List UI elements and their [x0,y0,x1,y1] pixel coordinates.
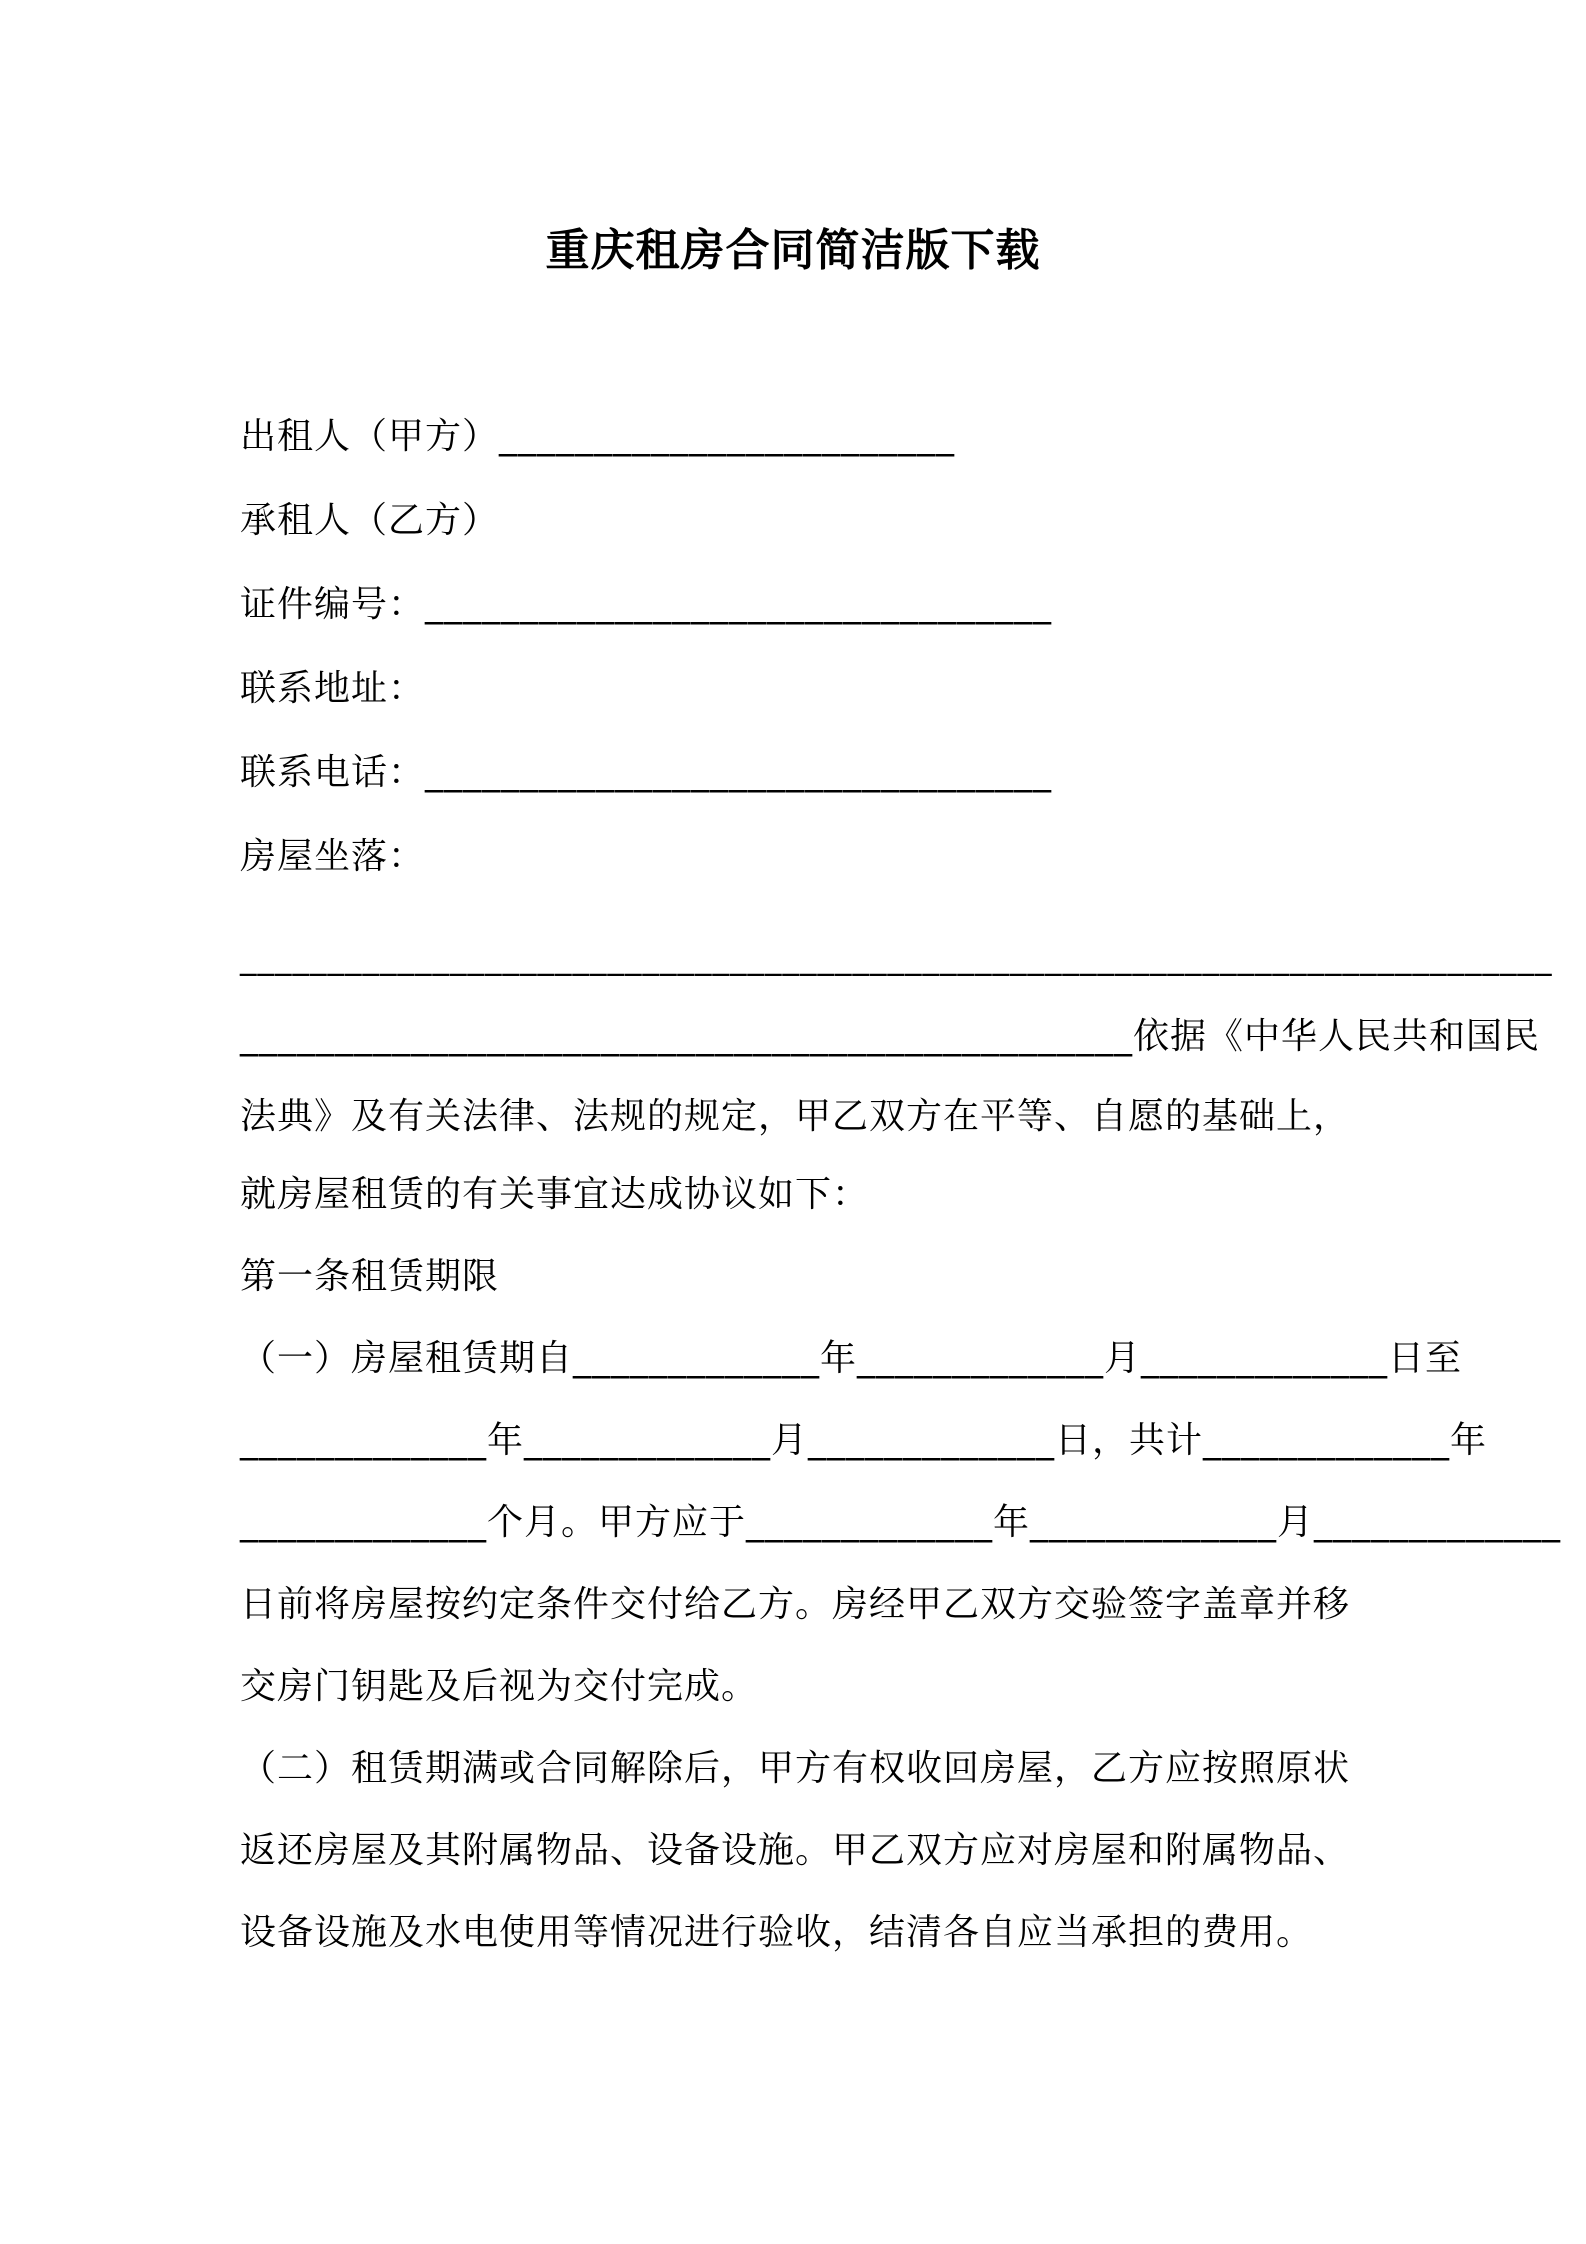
paragraph-line: 法典》及有关法律、法规的规定，甲乙双方在平等、自愿的基础上， [240,1096,1351,1137]
document-title: 重庆租房合同简洁版下载 [545,225,1041,276]
contact-address-field: 联系地址： [240,668,426,709]
clause-line: _____________个月。甲方应于_____________年_____________月_____________ [240,1502,1562,1543]
clause-line: （二）租赁期满或合同解除后，甲方有权收回房屋，乙方应按照原状 [240,1748,1351,1789]
article-heading: 第一条租赁期限 [240,1256,500,1297]
blank-line: ___________________________________________________________________________ [240,937,1553,976]
paragraph-line: 就房屋租赁的有关事宜达成协议如下： [240,1174,870,1215]
clause-line: 返还房屋及其附属物品、设备设施。甲乙双方应对房屋和附属物品、 [240,1830,1351,1871]
clause-line: 设备设施及水电使用等情况进行验收，结清各自应当承担的费用。 [240,1912,1314,1953]
contact-phone-field: 联系电话：_________________________________ [240,752,1053,793]
paragraph-line: _______________________________________________依据《中华人民共和国民 [240,1016,1541,1057]
clause-line: _____________年_____________月_____________日，共计_____________年 [240,1420,1487,1461]
clause-line: （一）房屋租赁期自_____________年_____________月_____________日至 [240,1338,1463,1379]
lessor-field: 出租人（甲方）________________________ [240,416,956,457]
lessee-field: 承租人（乙方） [240,500,500,541]
clause-line: 交房门钥匙及后视为交付完成。 [240,1666,759,1707]
clause-line: 日前将房屋按约定条件交付给乙方。房经甲乙双方交验签字盖章并移 [240,1584,1351,1625]
id-number-field: 证件编号：_________________________________ [240,584,1053,625]
property-location-field: 房屋坐落： [240,836,426,877]
